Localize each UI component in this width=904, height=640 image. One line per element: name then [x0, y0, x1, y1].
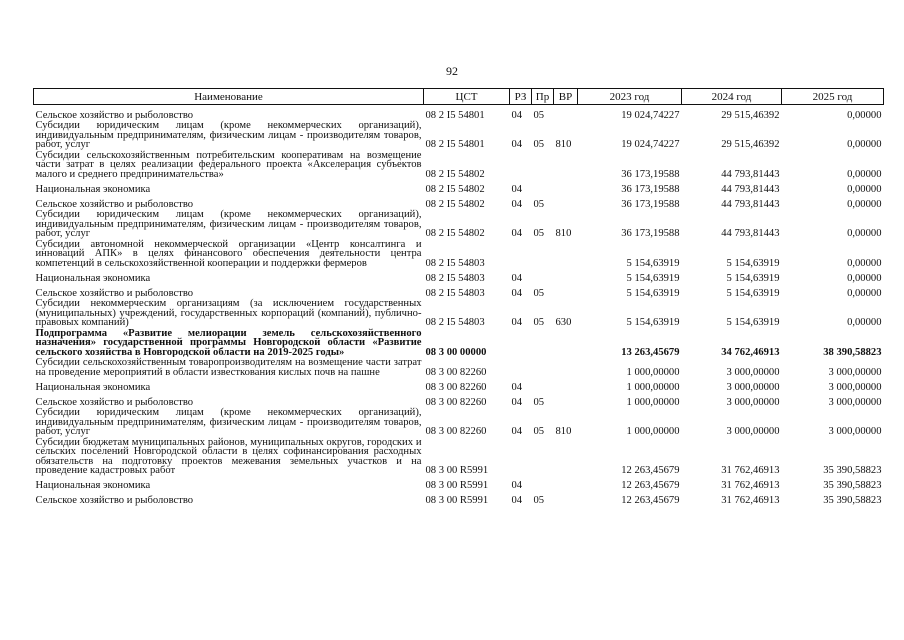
row-name: Субсидии юридическим лицам (кроме некоммерческих организаций), индивидуальным предпринимателям, физическим лицам - производителям товаров, работ, услуг	[35, 407, 422, 437]
row-name: Национальная экономика	[35, 183, 151, 194]
header-2024: 2024 год	[682, 89, 782, 105]
row-cst: 08 2 I5 54802	[425, 198, 485, 209]
row-value-2023: 36 173,19588	[621, 168, 680, 179]
row-value-2025: 35 390,58823	[823, 495, 882, 506]
row-value-2025: 38 390,58823	[823, 346, 882, 357]
row-value-2023: 13 263,45679	[621, 346, 680, 357]
row-name: Субсидии автономной некоммерческой организации «Центр консалтинга и инноваций АПК» в целях финансового обеспечения деятельности центра компетенций в сельскохозяйственной кооперации и поддержки фермеров	[35, 238, 422, 268]
row-pr: 05	[533, 495, 545, 506]
row-vr: 810	[555, 426, 572, 437]
table-header-row	[34, 89, 884, 105]
table-row	[34, 105, 884, 121]
row-vr	[554, 476, 578, 491]
table-row	[34, 298, 884, 328]
row-pr: 05	[533, 396, 545, 407]
row-value-2025: 3 000,00000	[828, 381, 882, 392]
row-vr: 810	[555, 228, 572, 239]
row-value-2023: 36 173,19588	[621, 228, 680, 239]
table-row	[34, 392, 884, 407]
row-name: Сельское хозяйство и рыболовство	[35, 109, 194, 120]
row-pr	[532, 268, 554, 283]
table-row	[34, 476, 884, 491]
row-value-2023: 1 000,00000	[626, 381, 680, 392]
row-value-2025: 0,00000	[847, 198, 882, 209]
row-cst: 08 3 00 R5991	[425, 480, 489, 491]
row-vr	[554, 239, 578, 269]
table-row	[34, 377, 884, 392]
row-rz	[510, 239, 532, 269]
row-value-2024: 3 000,00000	[726, 426, 780, 437]
row-value-2024: 34 762,46913	[721, 346, 780, 357]
row-value-2024: 31 762,46913	[721, 465, 780, 476]
header-2023: 2023 год	[578, 89, 682, 105]
row-value-2025: 0,00000	[847, 168, 882, 179]
row-value-2024: 29 515,46392	[721, 109, 780, 120]
row-value-2023: 19 024,74227	[621, 139, 680, 150]
row-name: Сельское хозяйство и рыболовство	[35, 396, 194, 407]
row-cst: 08 3 00 82260	[425, 426, 487, 437]
row-pr: 05	[533, 426, 545, 437]
row-value-2025: 0,00000	[847, 139, 882, 150]
row-value-2023: 5 154,63919	[626, 317, 680, 328]
row-value-2024: 5 154,63919	[726, 272, 780, 283]
row-value-2024: 3 000,00000	[726, 396, 780, 407]
row-cst: 08 2 I5 54801	[425, 139, 485, 150]
row-rz: 04	[511, 109, 523, 120]
row-value-2023: 12 263,45679	[621, 465, 680, 476]
row-pr	[532, 179, 554, 194]
table-row	[34, 407, 884, 437]
row-value-2024: 3 000,00000	[726, 381, 780, 392]
row-vr	[554, 328, 578, 358]
row-rz: 04	[511, 139, 523, 150]
row-vr	[554, 437, 578, 476]
row-cst: 08 2 I5 54803	[425, 317, 485, 328]
row-value-2025: 0,00000	[847, 228, 882, 239]
row-name: Субсидии некоммерческим организациям (за исключением государственных (муниципальных) учреждений, государственных корпораций (компаний), публично-правовых компаний)	[35, 298, 422, 328]
row-name: Субсидии бюджетам муниципальных районов, муниципальных округов, городских и сельских поселений Новгородской области в целях софинансирования расходных обязательств на подготовку проектов межевания земельных участков и на проведение кадастровых работ	[35, 436, 422, 476]
row-name: Национальная экономика	[35, 272, 151, 283]
table-row	[34, 120, 884, 150]
row-pr	[532, 476, 554, 491]
row-value-2023: 5 154,63919	[626, 257, 680, 268]
row-value-2023: 1 000,00000	[626, 366, 680, 377]
row-cst: 08 2 I5 54803	[425, 257, 485, 268]
row-rz: 04	[511, 272, 523, 283]
row-value-2023: 36 173,19588	[621, 183, 680, 194]
row-rz: 04	[511, 317, 523, 328]
row-value-2024: 31 762,46913	[721, 480, 780, 491]
row-cst: 08 2 I5 54802	[425, 228, 485, 239]
row-name: Национальная экономика	[35, 381, 151, 392]
row-rz	[510, 328, 532, 358]
row-pr	[532, 328, 554, 358]
row-vr: 630	[555, 317, 572, 328]
row-pr: 05	[533, 198, 545, 209]
row-vr: 810	[555, 139, 572, 150]
row-value-2024: 44 793,81443	[721, 183, 780, 194]
row-vr	[554, 491, 578, 506]
row-name: Субсидии сельскохозяйственным товаропроизводителям на возмещение части затрат на проведение мероприятий в области известкования кислых почв на пашне	[35, 357, 422, 377]
row-name: Субсидии сельскохозяйственным потребительским кооперативам на возмещение части затрат в целях реализации федерального проекта «Акселерация субъектов малого и среднего предпринимательства»	[35, 149, 422, 179]
row-value-2024: 44 793,81443	[721, 198, 780, 209]
row-vr	[554, 150, 578, 180]
header-2025: 2025 год	[782, 89, 884, 105]
row-vr	[554, 105, 578, 121]
row-rz	[510, 150, 532, 180]
row-cst: 08 2 I5 54801	[425, 109, 485, 120]
row-value-2025: 0,00000	[847, 272, 882, 283]
row-value-2023: 12 263,45679	[621, 495, 680, 506]
row-cst: 08 3 00 82260	[425, 381, 487, 392]
page-number: 92	[446, 64, 458, 78]
table-row	[34, 194, 884, 209]
row-cst: 08 2 I5 54803	[425, 272, 485, 283]
row-value-2025: 0,00000	[847, 183, 882, 194]
row-value-2025: 35 390,58823	[823, 465, 882, 476]
row-pr	[532, 437, 554, 476]
row-pr	[532, 150, 554, 180]
row-rz: 04	[511, 480, 523, 491]
row-cst: 08 2 I5 54802	[425, 183, 485, 194]
row-rz: 04	[511, 228, 523, 239]
row-value-2024: 44 793,81443	[721, 228, 780, 239]
row-rz: 04	[511, 287, 523, 298]
row-value-2023: 1 000,00000	[626, 426, 680, 437]
row-value-2023: 36 173,19588	[621, 198, 680, 209]
row-rz: 04	[511, 381, 523, 392]
row-pr: 05	[533, 139, 545, 150]
row-value-2024: 5 154,63919	[726, 257, 780, 268]
row-value-2024: 31 762,46913	[721, 495, 780, 506]
row-rz: 04	[511, 396, 523, 407]
row-value-2023: 1 000,00000	[626, 396, 680, 407]
row-value-2023: 19 024,74227	[621, 109, 680, 120]
row-value-2025: 3 000,00000	[828, 426, 882, 437]
row-rz: 04	[511, 495, 523, 506]
row-name: Субсидии юридическим лицам (кроме некоммерческих организаций), индивидуальным предпринимателям, физическим лицам - производителям товаров, работ, услуг	[35, 120, 422, 150]
table-row	[34, 491, 884, 506]
header-name: Наименование	[34, 89, 424, 105]
row-value-2024: 5 154,63919	[726, 287, 780, 298]
row-name: Сельское хозяйство и рыболовство	[35, 495, 194, 506]
row-rz: 04	[511, 198, 523, 209]
row-pr: 05	[533, 287, 545, 298]
table-row	[34, 209, 884, 239]
row-value-2025: 3 000,00000	[828, 366, 882, 377]
row-cst: 08 3 00 82260	[425, 366, 487, 377]
row-pr: 05	[533, 109, 545, 120]
row-vr	[554, 268, 578, 283]
row-value-2025: 0,00000	[847, 317, 882, 328]
row-pr	[532, 377, 554, 392]
row-name: Сельское хозяйство и рыболовство	[35, 287, 194, 298]
row-vr	[554, 357, 578, 377]
table-row	[34, 328, 884, 358]
row-value-2025: 3 000,00000	[828, 396, 882, 407]
row-value-2023: 12 263,45679	[621, 480, 680, 491]
row-rz: 04	[511, 426, 523, 437]
row-cst: 08 3 00 82260	[425, 396, 487, 407]
header-pr: Пр	[532, 89, 554, 105]
table-row	[34, 268, 884, 283]
row-rz	[510, 357, 532, 377]
row-vr	[554, 377, 578, 392]
header-rz: РЗ	[510, 89, 532, 105]
row-cst: 08 3 00 00000	[425, 346, 487, 357]
header-vr: ВР	[554, 89, 578, 105]
row-name: Подпрограмма «Развитие мелиорации земель сельскохозяйственного назначения» государственной программы Новгородской области «Развитие сельского хозяйства в Новгородской области на 2019-2025 годы»	[35, 327, 422, 357]
row-vr	[554, 179, 578, 194]
header-cst: ЦСТ	[424, 89, 510, 105]
row-value-2025: 0,00000	[847, 287, 882, 298]
row-rz: 04	[511, 183, 523, 194]
row-pr: 05	[533, 228, 545, 239]
row-pr	[532, 357, 554, 377]
row-value-2024: 44 793,81443	[721, 168, 780, 179]
table-row	[34, 150, 884, 180]
budget-table	[33, 88, 884, 506]
row-cst: 08 3 00 R5991	[425, 495, 489, 506]
row-value-2024: 29 515,46392	[721, 139, 780, 150]
row-vr	[554, 283, 578, 298]
row-value-2024: 5 154,63919	[726, 317, 780, 328]
row-value-2024: 3 000,00000	[726, 366, 780, 377]
row-pr	[532, 239, 554, 269]
table-row	[34, 357, 884, 377]
table-row	[34, 239, 884, 269]
row-value-2025: 35 390,58823	[823, 480, 882, 491]
table-row	[34, 437, 884, 476]
row-value-2023: 5 154,63919	[626, 287, 680, 298]
row-cst: 08 2 I5 54803	[425, 287, 485, 298]
row-value-2025: 0,00000	[847, 109, 882, 120]
row-value-2023: 5 154,63919	[626, 272, 680, 283]
row-cst: 08 2 I5 54802	[425, 168, 485, 179]
table-body	[34, 105, 884, 506]
row-pr: 05	[533, 317, 545, 328]
row-rz	[510, 437, 532, 476]
row-name: Сельское хозяйство и рыболовство	[35, 198, 194, 209]
row-name: Национальная экономика	[35, 480, 151, 491]
row-name: Субсидии юридическим лицам (кроме некоммерческих организаций), индивидуальным предпринимателям, физическим лицам - производителям товаров, работ, услуг	[35, 209, 422, 239]
table-row	[34, 283, 884, 298]
table-row	[34, 179, 884, 194]
row-vr	[554, 194, 578, 209]
row-cst: 08 3 00 R5991	[425, 465, 489, 476]
row-vr	[554, 392, 578, 407]
row-value-2025: 0,00000	[847, 257, 882, 268]
